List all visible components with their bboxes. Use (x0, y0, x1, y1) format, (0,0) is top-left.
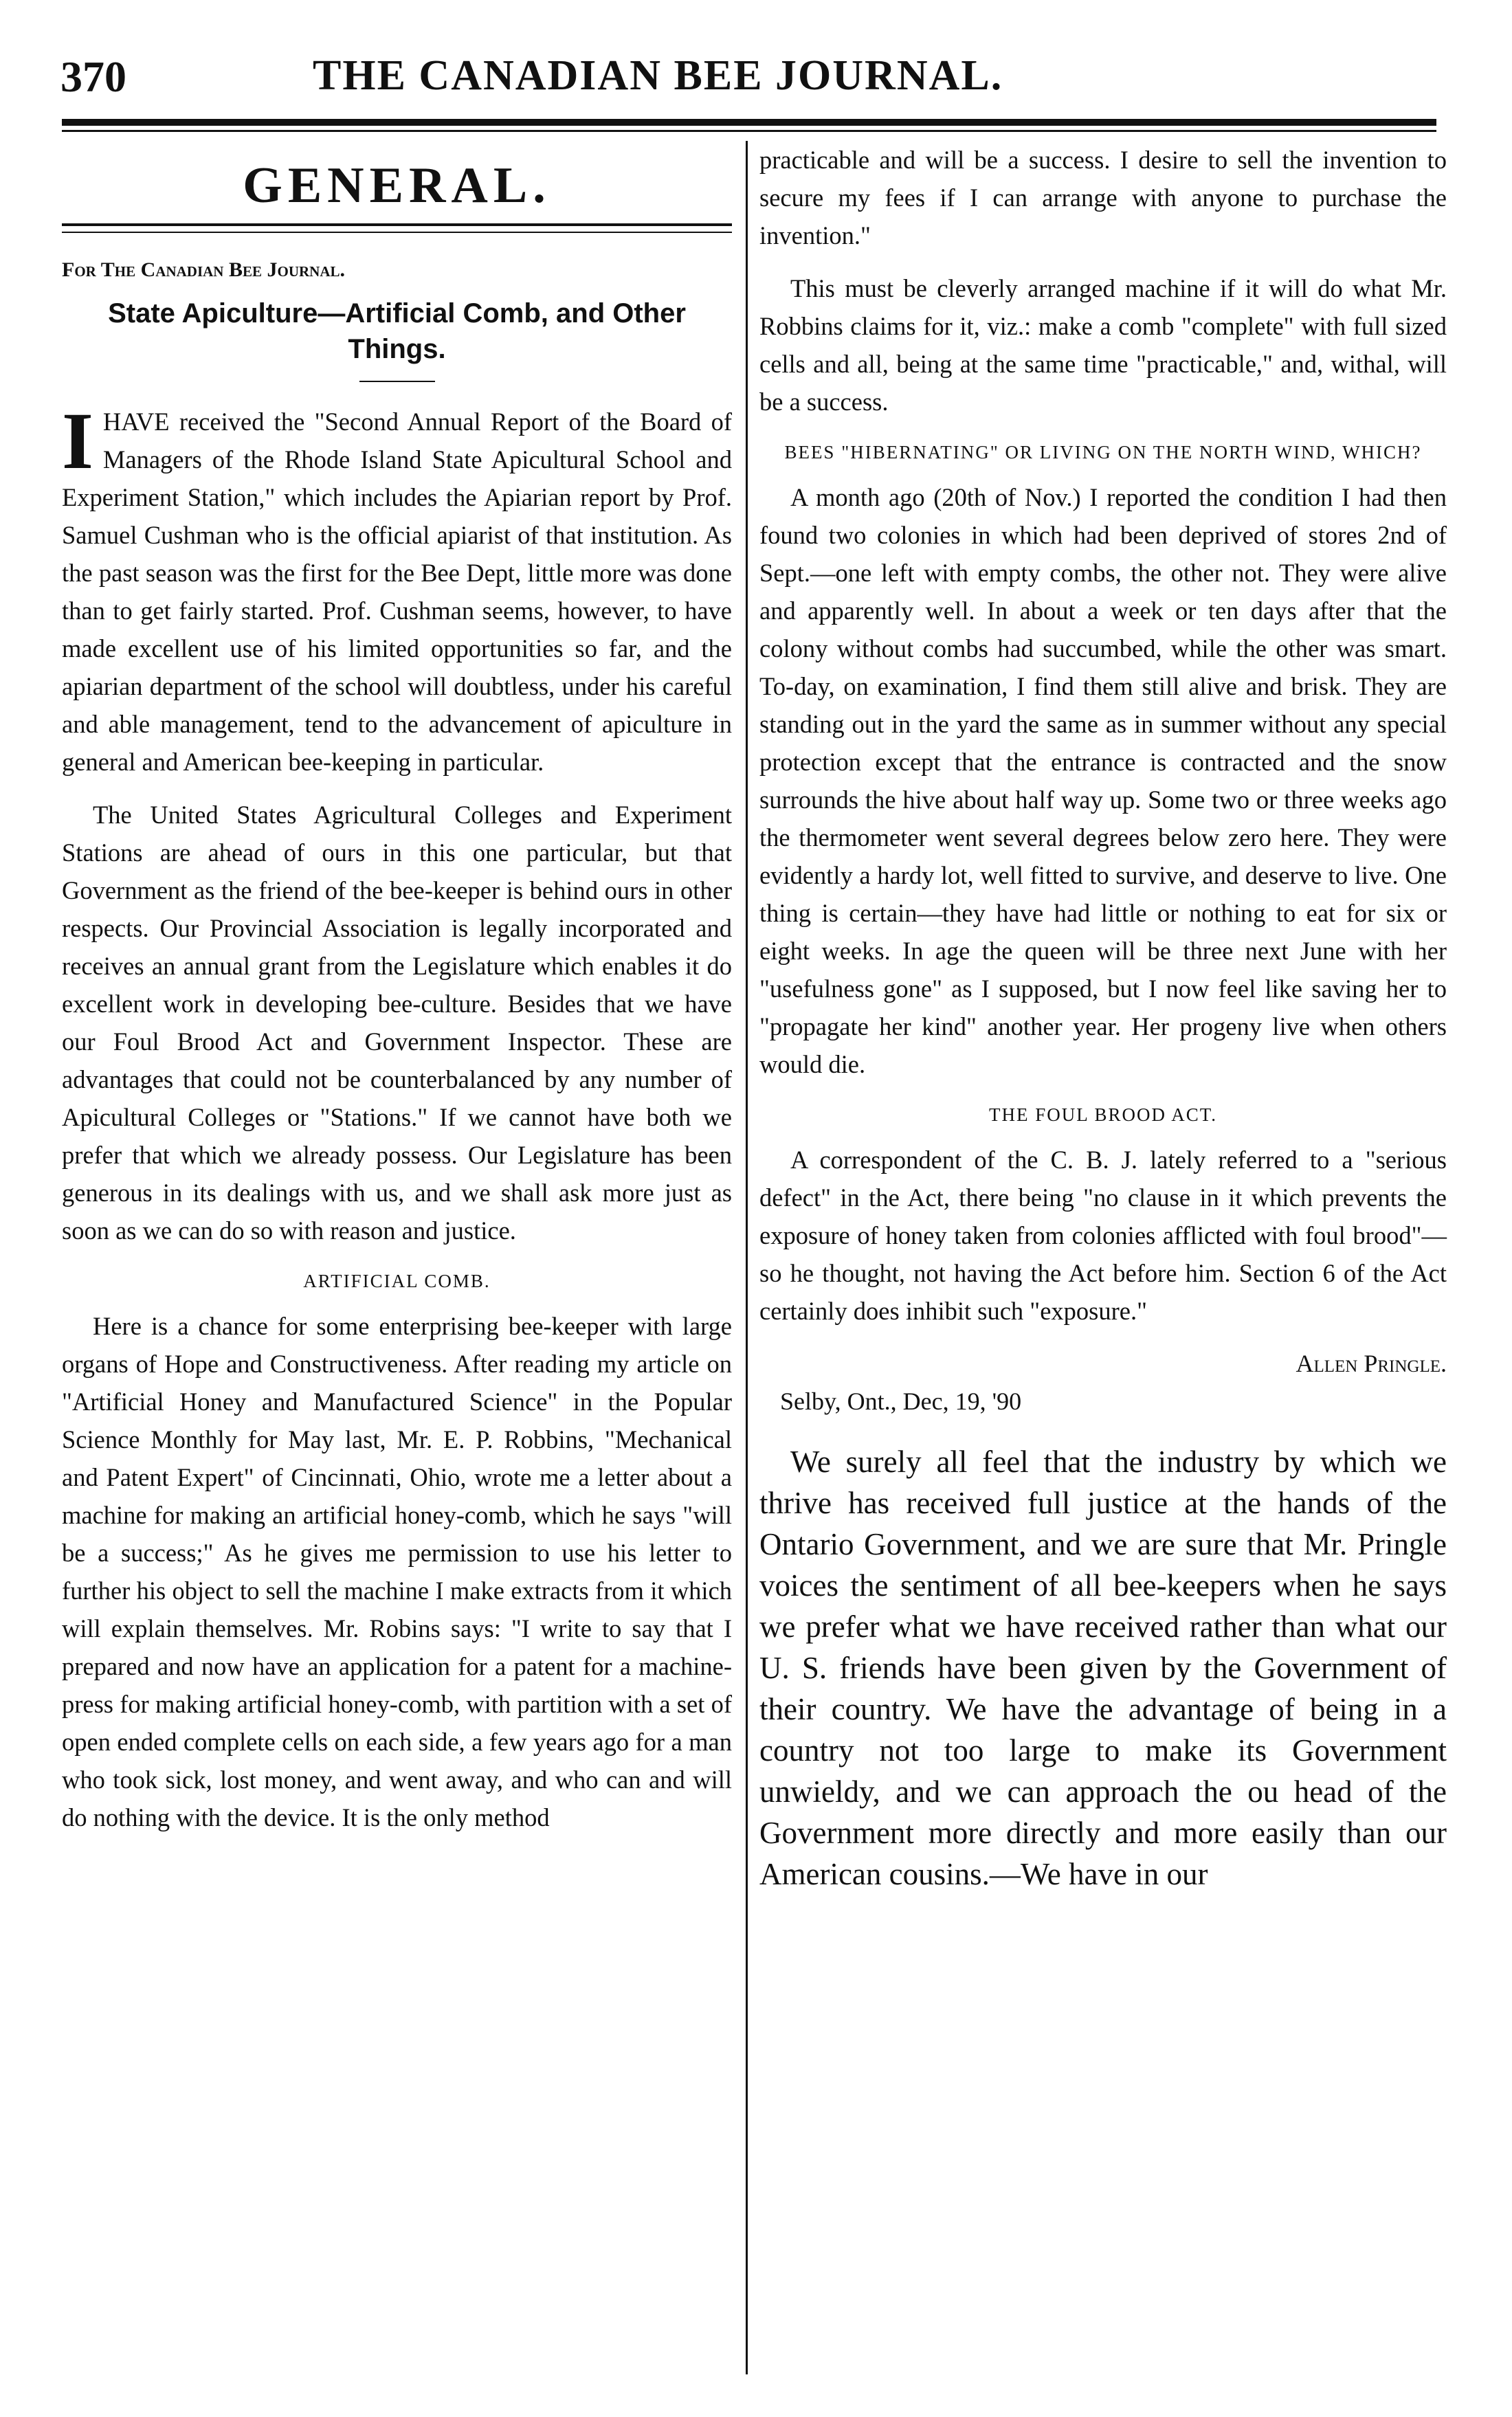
place-date: Selby, Ont., Dec, 19, '90 (780, 1388, 1022, 1415)
subhead-foul-brood-act: THE FOUL BROOD ACT. (988, 1104, 1217, 1125)
dropcap: I (62, 396, 93, 486)
subhead-artificial-comb: ARTIFICIAL COMB. (303, 1271, 491, 1291)
subhead-bees-hibernating: BEES "HIBERNATING" OR LIVING ON THE NORTH WIND, WHICH? (784, 442, 1422, 463)
signature: Allen Pringle. (1296, 1350, 1447, 1377)
journal-title: THE CANADIAN BEE JOURNAL. (313, 52, 1003, 99)
editorial-note: We surely all feel that the industry by which we thrive has received full justice at the hands of the Ontario Government, and we are sure that Mr. Pringle voices the sentiment of all bee-keepers when he says we prefer what we have received rather than what our U. S. friends have been given by the Government of their country. We have the advantage of being in a country not too large to make its Government unwieldy, and we can approach the ou head of the Government more directly and more easily than our American cousins.—We have in our (759, 1445, 1447, 1891)
column-divider (746, 141, 748, 2374)
page-number: 370 (60, 52, 126, 101)
title-rule (359, 381, 435, 382)
paragraph: A month ago (20th of Nov.) I reported the condition I had then found two colonies in which had been deprived of stores 2nd of Sept.—one left with empty combs, the other not. They were alive and apparently well. In about a week or ten days after that the colony without combs had succumbed, while the other was smart. To-day, on examination, I find them still alive and brisk. They are standing out in the yard the same as in summer without any special protection except that the entrance is contracted and the snow surrounds the hive about half way up. Some two or three weeks ago the thermometer went several degrees below zero here. They were evidently a hardy lot, well fitted to survive, and deserve to live. One thing is certain—they have had little or nothing to eat for six or eight weeks. In age the queen will be three next June with her "usefulness gone" as I supposed, but I now feel like saving her to "propagate her kind" another year. Her progeny live when others would die. (759, 483, 1447, 1078)
paragraph: practicable and will be a success. I desire to sell the invention to secure my fees if I can arrange with anyone to purchase the invention." (759, 146, 1447, 249)
paragraph: This must be cleverly arranged machine if it will do what Mr. Robbins claims for it, viz.: make a comb "complete" with full sized cells and all, being at the same time "practicable," and, withal, will be a success. (759, 274, 1447, 416)
paragraph: A correspondent of the C. B. J. lately referred to a "serious defect" in the Act, there being "no clause in it which prevents the exposure of honey taken from colonies afflicted with foul brood"—so he thought, not having the Act before him. Section 6 of the Act certainly does inhibit such "exposure." (759, 1146, 1447, 1325)
paragraph: Here is a chance for some enterprising bee-keeper with large organs of Hope and Constructiveness. After reading my article on "Artificial Honey and Manufactured Science" in the Popular Science Monthly for May last, Mr. E. P. Robbins, "Mechanical and Patent Expert" of Cincinnati, Ohio, wrote me a letter about a machine for making an artificial honey-comb, which he says "will be a success;" As he gives me permission to use his letter to further his object to sell the machine I make extracts from it which will explain themselves. Mr. Robins says: "I write to say that I prepared and now have an application for a patent for a machine-press for making artificial honey-comb, with partition with a set of open ended complete cells on each side, a few years ago for a man who took sick, lost money, and went away, and who can and will do nothing with the device. It is the only method (62, 1312, 732, 1831)
right-column (759, 141, 1447, 1910)
header-rule-thin (62, 130, 1436, 132)
section-rule (62, 223, 732, 226)
header-rule (62, 119, 1436, 126)
byline: For The Canadian Bee Journal. (62, 258, 345, 281)
left-column (62, 141, 732, 1851)
section-title: GENERAL. (243, 157, 551, 214)
section-rule-thin (62, 232, 732, 233)
paragraph: The United States Agricultural Colleges and Experiment Stations are ahead of ours in this one particular, but that Government as the friend of the bee-keeper is behind ours in other respects. Our Provincial Association is legally incorporated and receives an annual grant from the Legislature which enables it do excellent work in developing bee-culture. Besides that we have our Foul Brood Act and Government Inspector. These are advantages that could not be counterbalanced by any number of Apicultural Colleges or "Stations." If we cannot have both we prefer that which we already possess. Our Legislature has been generous in its dealings with us, and we shall ask more just as soon as we can do so with reason and justice. (62, 801, 732, 1245)
article-title: State Apiculture—Artificial Comb, and Other Things. (108, 298, 686, 364)
page-header (0, 38, 1512, 127)
paragraph: IHAVE received the "Second Annual Report of the Board of Managers of the Rhode Island State Apicultural School and Experiment Station," which includes the Apiarian report by Prof. Samuel Cushman who is the official apiarist of that institution. As the past season was the first for the Bee Dept, little more was done than to get fairly started. Prof. Cushman seems, however, to have made excellent use of his limited opportunities so far, and the apiarian department of the school will doubtless, under his careful and able management, tend to the advancement of apiculture in general and American bee-keeping in particular. (62, 396, 732, 776)
